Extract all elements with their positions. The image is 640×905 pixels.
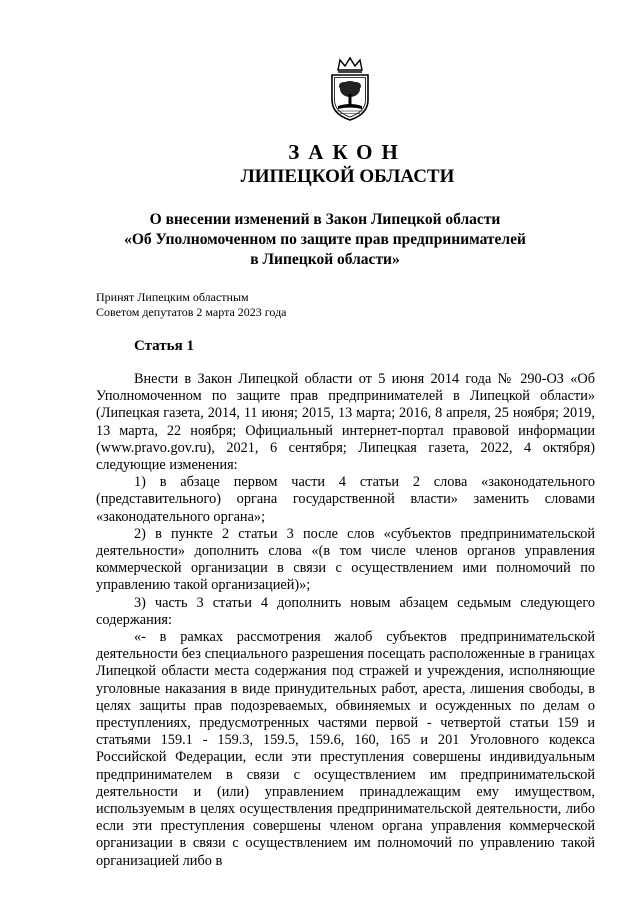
- article-heading: Статья 1: [134, 338, 194, 354]
- adoption-line-2: Советом депутатов 2 марта 2023 года: [96, 305, 287, 319]
- article-body: [96, 371, 595, 870]
- adoption-note: [96, 290, 287, 320]
- subject-line-1: О внесении изменений в Закон Липецкой области: [149, 211, 501, 228]
- paragraph-new-abzac: «- в рамках рассмотрения жалоб субъектов предпринимательской деятельности без специального разрешения посещать расположенные в границах Липецкой области места содержания под стражей и учреждения, исполняющие уголовные наказания в виде принудительных работ, ареста, лишения свободы, в целях защиты прав подозреваемых, обвиняемых и осужденных по делам о преступлениях, предусмотренных частями первой - четвертой статьи 159 и статьями 159.1 - 159.3, 159.5, 159.6, 160, 165 и 201 Уголовного кодекса Российской Федерации, если эти преступления совершены индивидуальным предпринимателем в связи с осуществлением им предпринимательской деятельности и (или) управлением принадлежащим ему имуществом, используемым в целях осуществления предпринимательской деятельности, либо если эти преступления совершены членом органа управления коммерческой организации в связи с осуществлением им полномочий по управлению такой организацией либо в: [96, 629, 595, 869]
- paragraph-item-3: 3) часть 3 статьи 4 дополнить новым абзацем седьмым следующего содержания:: [96, 594, 595, 628]
- coat-of-arms-icon: [325, 56, 375, 122]
- subject-line-2: «Об Уполномоченном по защите прав предпринимателей: [124, 231, 526, 248]
- law-subject: [95, 210, 555, 270]
- law-heading: ЗАКОН: [288, 140, 407, 164]
- adoption-line-1: Принят Липецким областным: [96, 290, 249, 304]
- paragraph-item-1: 1) в абзаце первом части 4 статьи 2 слова «законодательного (представительного) органа государственной власти» заменить словами «законодательного органа»;: [96, 474, 595, 525]
- paragraph-intro: Внести в Закон Липецкой области от 5 июня 2014 года № 290-ОЗ «Об Уполномоченном по защите прав предпринимателей в Липецкой области» (Липецкая газета, 2014, 11 июня; 2015, 13 марта; 2016, 8 апреля, 25 ноября; 2019, 13 марта, 22 ноября; Официальный интернет-портал правовой информации (www.pravo.gov.ru), 2021, 6 сентября; Липецкая газета, 2022, 4 октября) следующие изменения:: [96, 371, 595, 474]
- paragraph-item-2: 2) в пункте 2 статьи 3 после слов «субъектов предпринимательской деятельности» дополнить слова «(в том числе членов органов управления коммерческой организации в связи с осуществлением ими полномочий по управлению такой организацией)»;: [96, 525, 595, 594]
- subject-line-3: в Липецкой области»: [250, 251, 400, 268]
- region-heading: ЛИПЕЦКОЙ ОБЛАСТИ: [240, 166, 455, 187]
